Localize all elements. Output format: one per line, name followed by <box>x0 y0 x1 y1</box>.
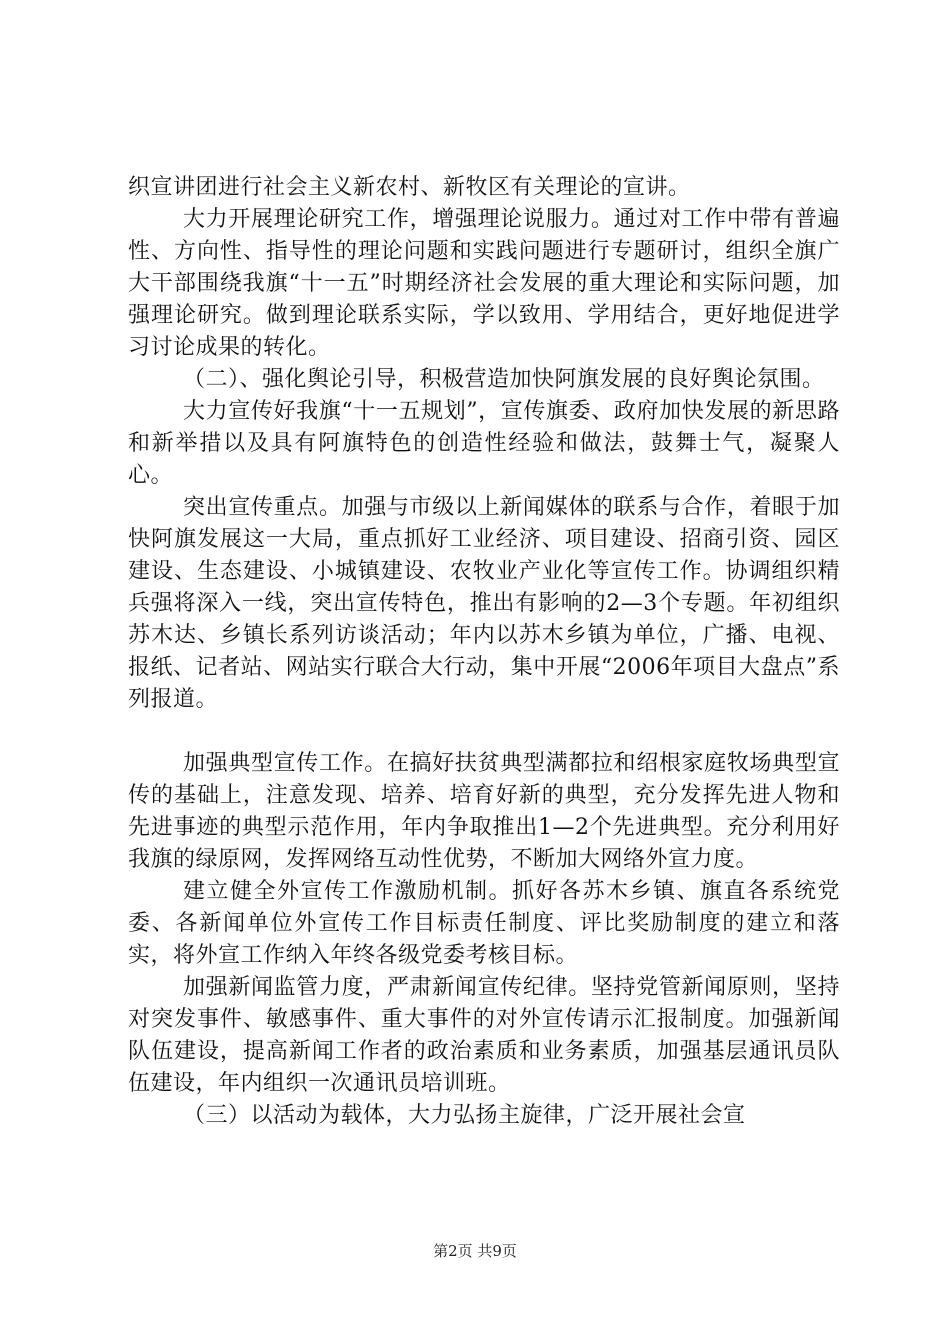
paragraph-news-supervision: 加强新闻监管力度，严肃新闻宣传纪律。坚持党管新闻原则，坚持对突发事件、敏感事件、重大事件的对外宣传请示汇报制度。加强新闻队伍建设，提高新闻工作者的政治素质和业务素质，加强基层通讯员队伍建设，年内组织一次通讯员培训班。 <box>128 975 840 1096</box>
paragraph-theory-research: 大力开展理论研究工作，增强理论说服力。通过对工作中带有普遍性、方向性、指导性的理论问题和实践问题进行专题研讨，组织全旗广大干部围绕我旗“十一五”时期经济社会发展的重大理论和实际问题，加强理论研究。做到理论联系实际，学以致用、学用结合，更好地促进学习讨论成果的转化。 <box>128 207 840 360</box>
paragraph-typical-publicity: 加强典型宣传工作。在搞好扶贫典型满都拉和绍根家庭牧场典型宣传的基础上，注意发现、培养、培育好新的典型，充分发挥先进人物和先进事迹的典型示范作用，年内争取推出1—2个先进典型。充分利用好我旗的绿原网，发挥网络互动性优势，不断加大网络外宣力度。 <box>128 751 840 872</box>
paragraph-continuation: 织宣讲团进行社会主义新农村、新牧区有关理论的宣讲。 <box>128 175 691 200</box>
paragraph-publicity-focus: 突出宣传重点。加强与市级以上新闻媒体的联系与合作，着眼于加快阿旗发展这一大局，重点抓好工业经济、项目建设、招商引资、园区建设、生态建设、小城镇建设、农牧业产业化等宣传工作。协调组织精兵强将深入一线，突出宣传特色，推出有影响的2—3个专题。年初组织苏木达、乡镇长系列访谈活动；年内以苏木乡镇为单位，广播、电视、报纸、记者站、网站实行联合大行动，集中开展“2006年项目大盘点”系列报道。 <box>128 495 840 712</box>
section-heading-3: （三）以活动为载体，大力弘扬主旋律，广泛开展社会宣 <box>183 1103 746 1128</box>
paragraph-publicize-plan: 大力宣传好我旗“十一五规划”，宣传旗委、政府加快发展的新思路和新举措以及具有阿旗特色的创造性经验和做法，鼓舞士气，凝聚人心。 <box>128 399 840 488</box>
section-heading-2: （二）、强化舆论引导，积极营造加快阿旗发展的良好舆论氛围。 <box>183 367 825 392</box>
page-number-footer: 第2页 共9页 <box>433 1242 517 1260</box>
document-body <box>128 172 840 1132</box>
paragraph-incentive-mechanism: 建立健全外宣传工作激励机制。抓好各苏木乡镇、旗直各系统党委、各新闻单位外宣传工作目标责任制度、评比奖励制度的建立和落实，将外宣工作纳入年终各级党委考核目标。 <box>128 879 840 968</box>
paragraph-gap <box>128 716 840 748</box>
